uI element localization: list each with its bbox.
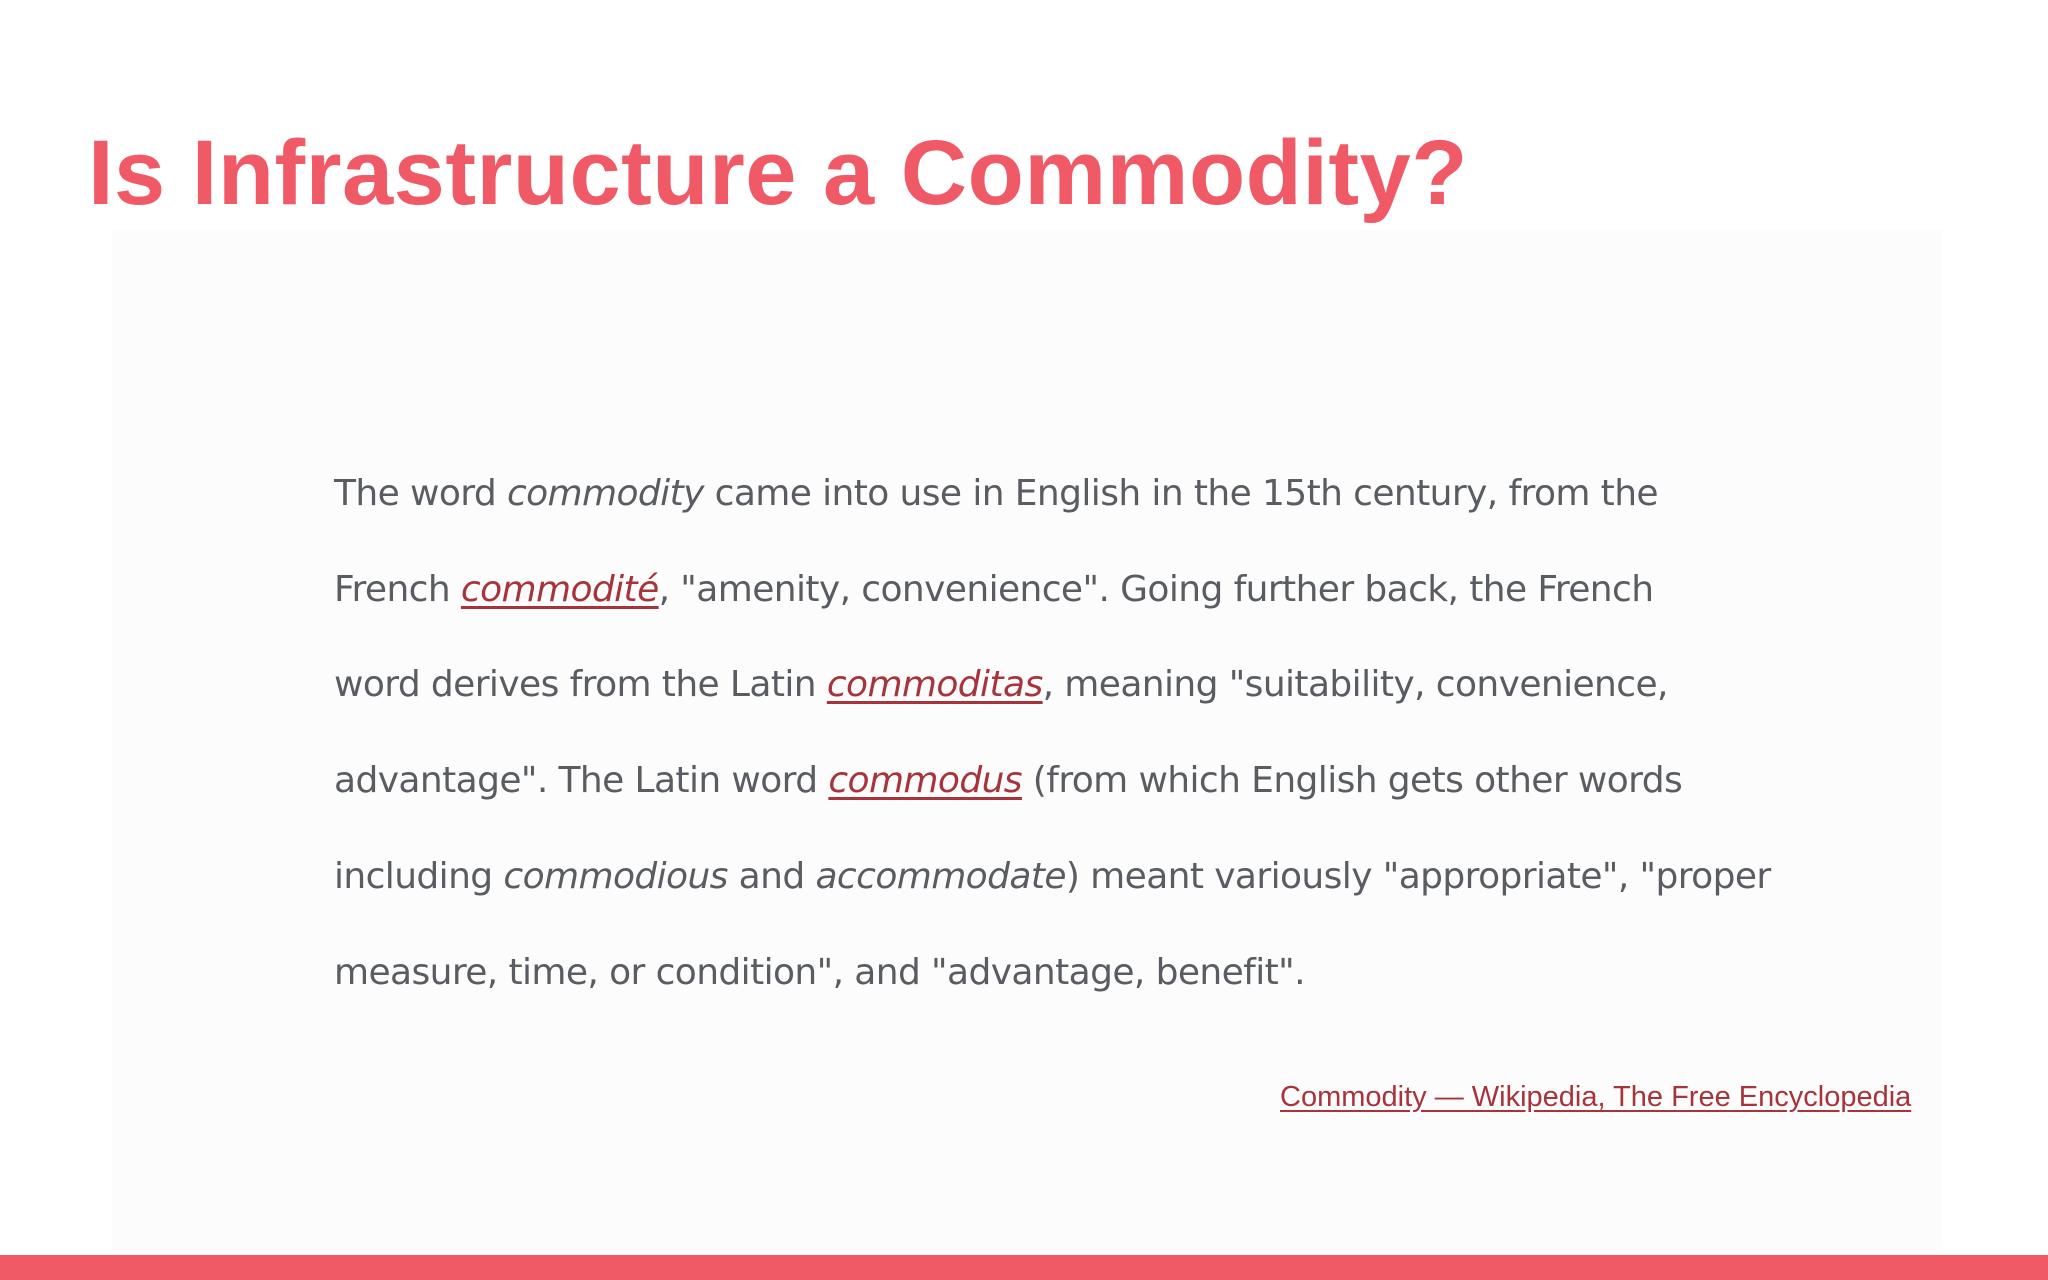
link-commodite[interactable]: commodité (460, 568, 659, 610)
quote-line-5 (334, 829, 1794, 925)
quote-text: , "amenity, convenience". Going further back, the French (658, 568, 1654, 610)
quote-line-6 (334, 925, 1794, 1021)
quote-text: and (727, 855, 816, 897)
source-link-wikipedia[interactable]: Commodity — Wikipedia, The Free Encyclopedia (1280, 1081, 1912, 1113)
quote-text: measure, time, or condition", and "advantage, benefit". (334, 951, 1305, 993)
emphasis-commodious: commodious (503, 855, 728, 897)
quote-text: advantage". The Latin word (334, 760, 829, 802)
emphasis-accommodate: accommodate (815, 855, 1066, 897)
quote-text: word derives from the Latin (334, 664, 827, 706)
quote-line-2 (334, 542, 1794, 638)
quote-text: French (334, 568, 461, 610)
bottom-accent-bar (0, 1255, 2048, 1280)
quote-text: , meaning "suitability, convenience, (1042, 664, 1668, 706)
quote-text: ) meant variously "appropriate", "proper (1065, 855, 1771, 897)
quote-text: (from which English gets other words (1021, 760, 1683, 802)
quote-line-1 (334, 446, 1794, 542)
quote-text: including (334, 855, 504, 897)
link-commodus[interactable]: commodus (828, 760, 1022, 802)
slide-title: Is Infrastructure a Commodity? (88, 122, 1468, 224)
link-commoditas[interactable]: commoditas (826, 664, 1043, 706)
quote-text: came into use in English in the 15th century, from the (703, 473, 1658, 514)
etymology-quote (334, 446, 1794, 1020)
emphasis-commodity: commodity (506, 473, 704, 514)
quote-line-3 (334, 637, 1794, 733)
quote-text: The word (334, 473, 507, 514)
quote-line-4 (334, 733, 1794, 829)
